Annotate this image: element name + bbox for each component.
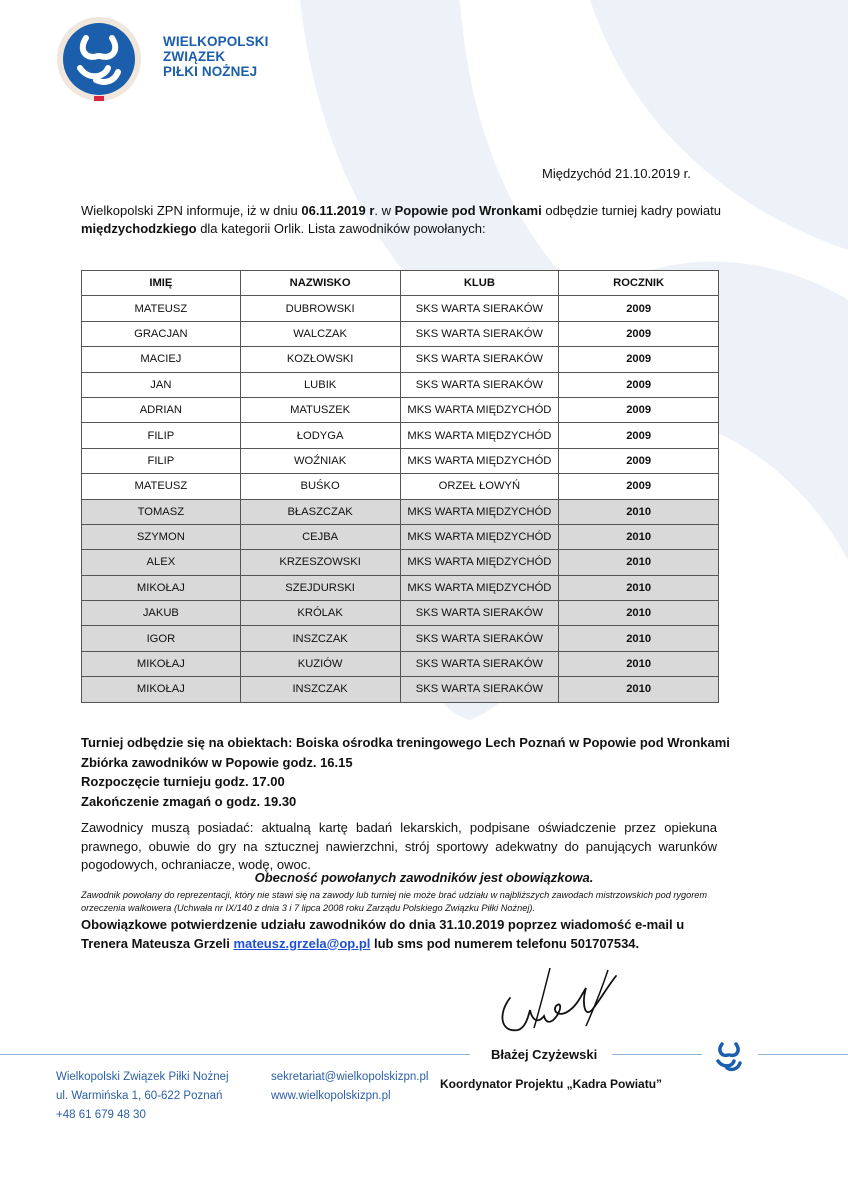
- cell-first-name: FILIP: [82, 423, 241, 448]
- cell-club: SKS WARTA SIERAKÓW: [400, 677, 559, 702]
- cell-club: MKS WARTA MIĘDZYCHÓD: [400, 550, 559, 575]
- cell-club: SKS WARTA SIERAKÓW: [400, 651, 559, 676]
- cell-last-name: ŁODYGA: [240, 423, 400, 448]
- end-line: Zakończenie zmagań o godz. 19.30: [81, 793, 297, 809]
- cell-birth-year: 2009: [559, 448, 719, 473]
- header-club: KLUB: [400, 271, 559, 296]
- cell-birth-year: 2009: [559, 423, 719, 448]
- table-row: [82, 448, 719, 473]
- cell-club: MKS WARTA MIĘDZYCHÓD: [400, 499, 559, 524]
- header-birth-year: ROCZNIK: [559, 271, 719, 296]
- cell-birth-year: 2010: [559, 575, 719, 600]
- wzpn-mark-icon: [712, 1040, 746, 1074]
- cell-first-name: MATEUSZ: [82, 474, 241, 499]
- cell-birth-year: 2010: [559, 651, 719, 676]
- cell-last-name: KUZIÓW: [240, 651, 400, 676]
- gathering-line: Zbiórka zawodników w Popowie godz. 16.15: [81, 754, 353, 770]
- footer-phone: +48 61 679 48 30: [56, 1109, 146, 1121]
- cell-birth-year: 2010: [559, 626, 719, 651]
- cell-last-name: DUBROWSKI: [240, 296, 400, 321]
- footer-street: ul. Warmińska 1, 60-622 Poznań: [56, 1090, 223, 1102]
- confirmation-text-1: Obowiązkowe potwierdzenie udziału zawodników do dnia 31.10.2019 poprzez wiadomość e-mail u Trenera Mateusza Grzeli: [81, 917, 685, 951]
- cell-club: SKS WARTA SIERAKÓW: [400, 321, 559, 346]
- intro-text-3: odbędzie turniej kadry powiatu: [541, 203, 721, 218]
- cell-last-name: CEJBA: [240, 524, 400, 549]
- signer-role: Koordynator Projektu „Kadra Powiatu”: [440, 1077, 663, 1091]
- cell-last-name: KRÓLAK: [240, 601, 400, 626]
- cell-birth-year: 2009: [559, 372, 719, 397]
- cell-club: SKS WARTA SIERAKÓW: [400, 626, 559, 651]
- cell-last-name: MATUSZEK: [240, 397, 400, 422]
- cell-first-name: JAN: [82, 372, 241, 397]
- org-name-line-3: PIŁKI NOŻNEJ: [163, 64, 258, 79]
- cell-last-name: SZEJDURSKI: [240, 575, 400, 600]
- table-row: [82, 651, 719, 676]
- cell-birth-year: 2010: [559, 499, 719, 524]
- cell-birth-year: 2009: [559, 296, 719, 321]
- cell-first-name: ADRIAN: [82, 397, 241, 422]
- cell-birth-year: 2010: [559, 677, 719, 702]
- coach-email-link[interactable]: mateusz.grzela@op.pl: [233, 935, 371, 951]
- cell-birth-year: 2009: [559, 474, 719, 499]
- intro-text-2: . w: [374, 203, 395, 218]
- regulation-note: Zawodnik powołany do reprezentacji, który nie stawi się na zawody lub turniej nie może brać udziału w najbliższych zawodach mistrzowskich pod rygorem orzeczenia walkowera (Uchwała nr IX/140 z dnia 3 i 7 lipca 2008 roku Zarządu Polskiego Związku Piłki Nożnej).: [81, 890, 708, 913]
- cell-first-name: MIKOŁAJ: [82, 575, 241, 600]
- cell-first-name: ALEX: [82, 550, 241, 575]
- cell-last-name: KRZESZOWSKI: [240, 550, 400, 575]
- cell-first-name: JAKUB: [82, 601, 241, 626]
- table-row: [82, 677, 719, 702]
- cell-first-name: MACIEJ: [82, 347, 241, 372]
- intro-text-4: dla kategorii Orlik. Lista zawodników powołanych:: [196, 221, 486, 236]
- players-table-body: [82, 296, 719, 702]
- start-line: Rozpoczęcie turnieju godz. 17.00: [81, 774, 285, 789]
- tournament-info: [81, 733, 730, 811]
- footer-org-name: Wielkopolski Związek Piłki Nożnej: [56, 1071, 229, 1083]
- table-row: [82, 372, 719, 397]
- cell-club: SKS WARTA SIERAKÓW: [400, 347, 559, 372]
- cell-club: ORZEŁ ŁOWYŃ: [400, 474, 559, 499]
- footer-website: www.wielkopolskizpn.pl: [271, 1090, 391, 1102]
- county-name: międzychodzkiego: [81, 221, 197, 236]
- cell-birth-year: 2009: [559, 397, 719, 422]
- table-row: [82, 321, 719, 346]
- cell-club: MKS WARTA MIĘDZYCHÓD: [400, 423, 559, 448]
- cell-club: MKS WARTA MIĘDZYCHÓD: [400, 575, 559, 600]
- header-first-name: IMIĘ: [82, 271, 241, 296]
- cell-first-name: MIKOŁAJ: [82, 651, 241, 676]
- event-place: Popowie pod Wronkami: [394, 203, 542, 218]
- cell-club: MKS WARTA MIĘDZYCHÓD: [400, 448, 559, 473]
- footer-divider-right: [758, 1054, 848, 1055]
- cell-last-name: BŁASZCZAK: [240, 499, 400, 524]
- requirements-paragraph: Zawodnicy muszą posiadać: aktualną kartę badań lekarskich, podpisane oświadczenie przez opiekuna prawnego, obuwie do gry na sztucznej nawierzchni, strój sportowy adekwatny do panujących warunków pogodowych, ochraniacze, wodę, owoc.: [81, 820, 717, 872]
- signer-name: Błażej Czyżewski: [491, 1047, 598, 1062]
- table-row: [82, 524, 719, 549]
- cell-birth-year: 2010: [559, 550, 719, 575]
- footer-contact: [271, 1068, 428, 1106]
- table-row: [82, 550, 719, 575]
- cell-last-name: INSZCZAK: [240, 626, 400, 651]
- venue-line: Turniej odbędzie się na obiektach: Boiska ośrodka treningowego Lech Poznań w Popowie pod Wronkami: [81, 735, 730, 750]
- cell-last-name: BUŚKO: [240, 474, 400, 499]
- table-row: [82, 423, 719, 448]
- cell-last-name: WALCZAK: [240, 321, 400, 346]
- players-table: [81, 270, 719, 703]
- cell-first-name: SZYMON: [82, 524, 241, 549]
- table-row: [82, 499, 719, 524]
- table-row: [82, 626, 719, 651]
- footer-divider-left: [0, 1054, 470, 1055]
- table-row: [82, 397, 719, 422]
- cell-last-name: INSZCZAK: [240, 677, 400, 702]
- cell-club: MKS WARTA MIĘDZYCHÓD: [400, 524, 559, 549]
- cell-birth-year: 2009: [559, 347, 719, 372]
- footer-divider-middle: [612, 1054, 702, 1055]
- cell-birth-year: 2010: [559, 601, 719, 626]
- cell-first-name: IGOR: [82, 626, 241, 651]
- intro-paragraph: [81, 202, 721, 238]
- cell-last-name: WOŹNIAK: [240, 448, 400, 473]
- table-row: [82, 575, 719, 600]
- handwritten-signature: [490, 958, 630, 1038]
- cell-first-name: GRACJAN: [82, 321, 241, 346]
- cell-club: SKS WARTA SIERAKÓW: [400, 601, 559, 626]
- org-name-line-2: ZWIĄZEK: [163, 49, 226, 64]
- intro-text-1: Wielkopolski ZPN informuje, iż w dniu: [81, 203, 302, 218]
- cell-club: MKS WARTA MIĘDZYCHÓD: [400, 397, 559, 422]
- cell-first-name: TOMASZ: [82, 499, 241, 524]
- cell-club: SKS WARTA SIERAKÓW: [400, 372, 559, 397]
- header-last-name: NAZWISKO: [240, 271, 400, 296]
- cell-last-name: LUBIK: [240, 372, 400, 397]
- cell-club: SKS WARTA SIERAKÓW: [400, 296, 559, 321]
- cell-last-name: KOZŁOWSKI: [240, 347, 400, 372]
- wzpn-logo-icon: [56, 16, 142, 102]
- table-row: [82, 601, 719, 626]
- cell-first-name: MIKOŁAJ: [82, 677, 241, 702]
- confirmation-paragraph: [81, 916, 721, 953]
- confirmation-text-2: lub sms pod numerem telefonu 501707534.: [370, 935, 640, 951]
- table-row: [82, 474, 719, 499]
- cell-birth-year: 2010: [559, 524, 719, 549]
- attendance-mandatory: Obecność powołanych zawodników jest obowiązkowa.: [254, 870, 594, 885]
- org-name-line-1: WIELKOPOLSKI: [163, 34, 269, 49]
- organization-name: [163, 34, 268, 79]
- table-row: [82, 296, 719, 321]
- event-date: 06.11.2019 r: [301, 203, 375, 218]
- place-date: Międzychód 21.10.2019 r.: [542, 166, 691, 181]
- footer-email: sekretariat@wielkopolskizpn.pl: [271, 1071, 429, 1083]
- cell-first-name: MATEUSZ: [82, 296, 241, 321]
- table-header-row: [82, 271, 719, 296]
- footer-address: [56, 1068, 229, 1125]
- table-row: [82, 347, 719, 372]
- cell-birth-year: 2009: [559, 321, 719, 346]
- cell-first-name: FILIP: [82, 448, 241, 473]
